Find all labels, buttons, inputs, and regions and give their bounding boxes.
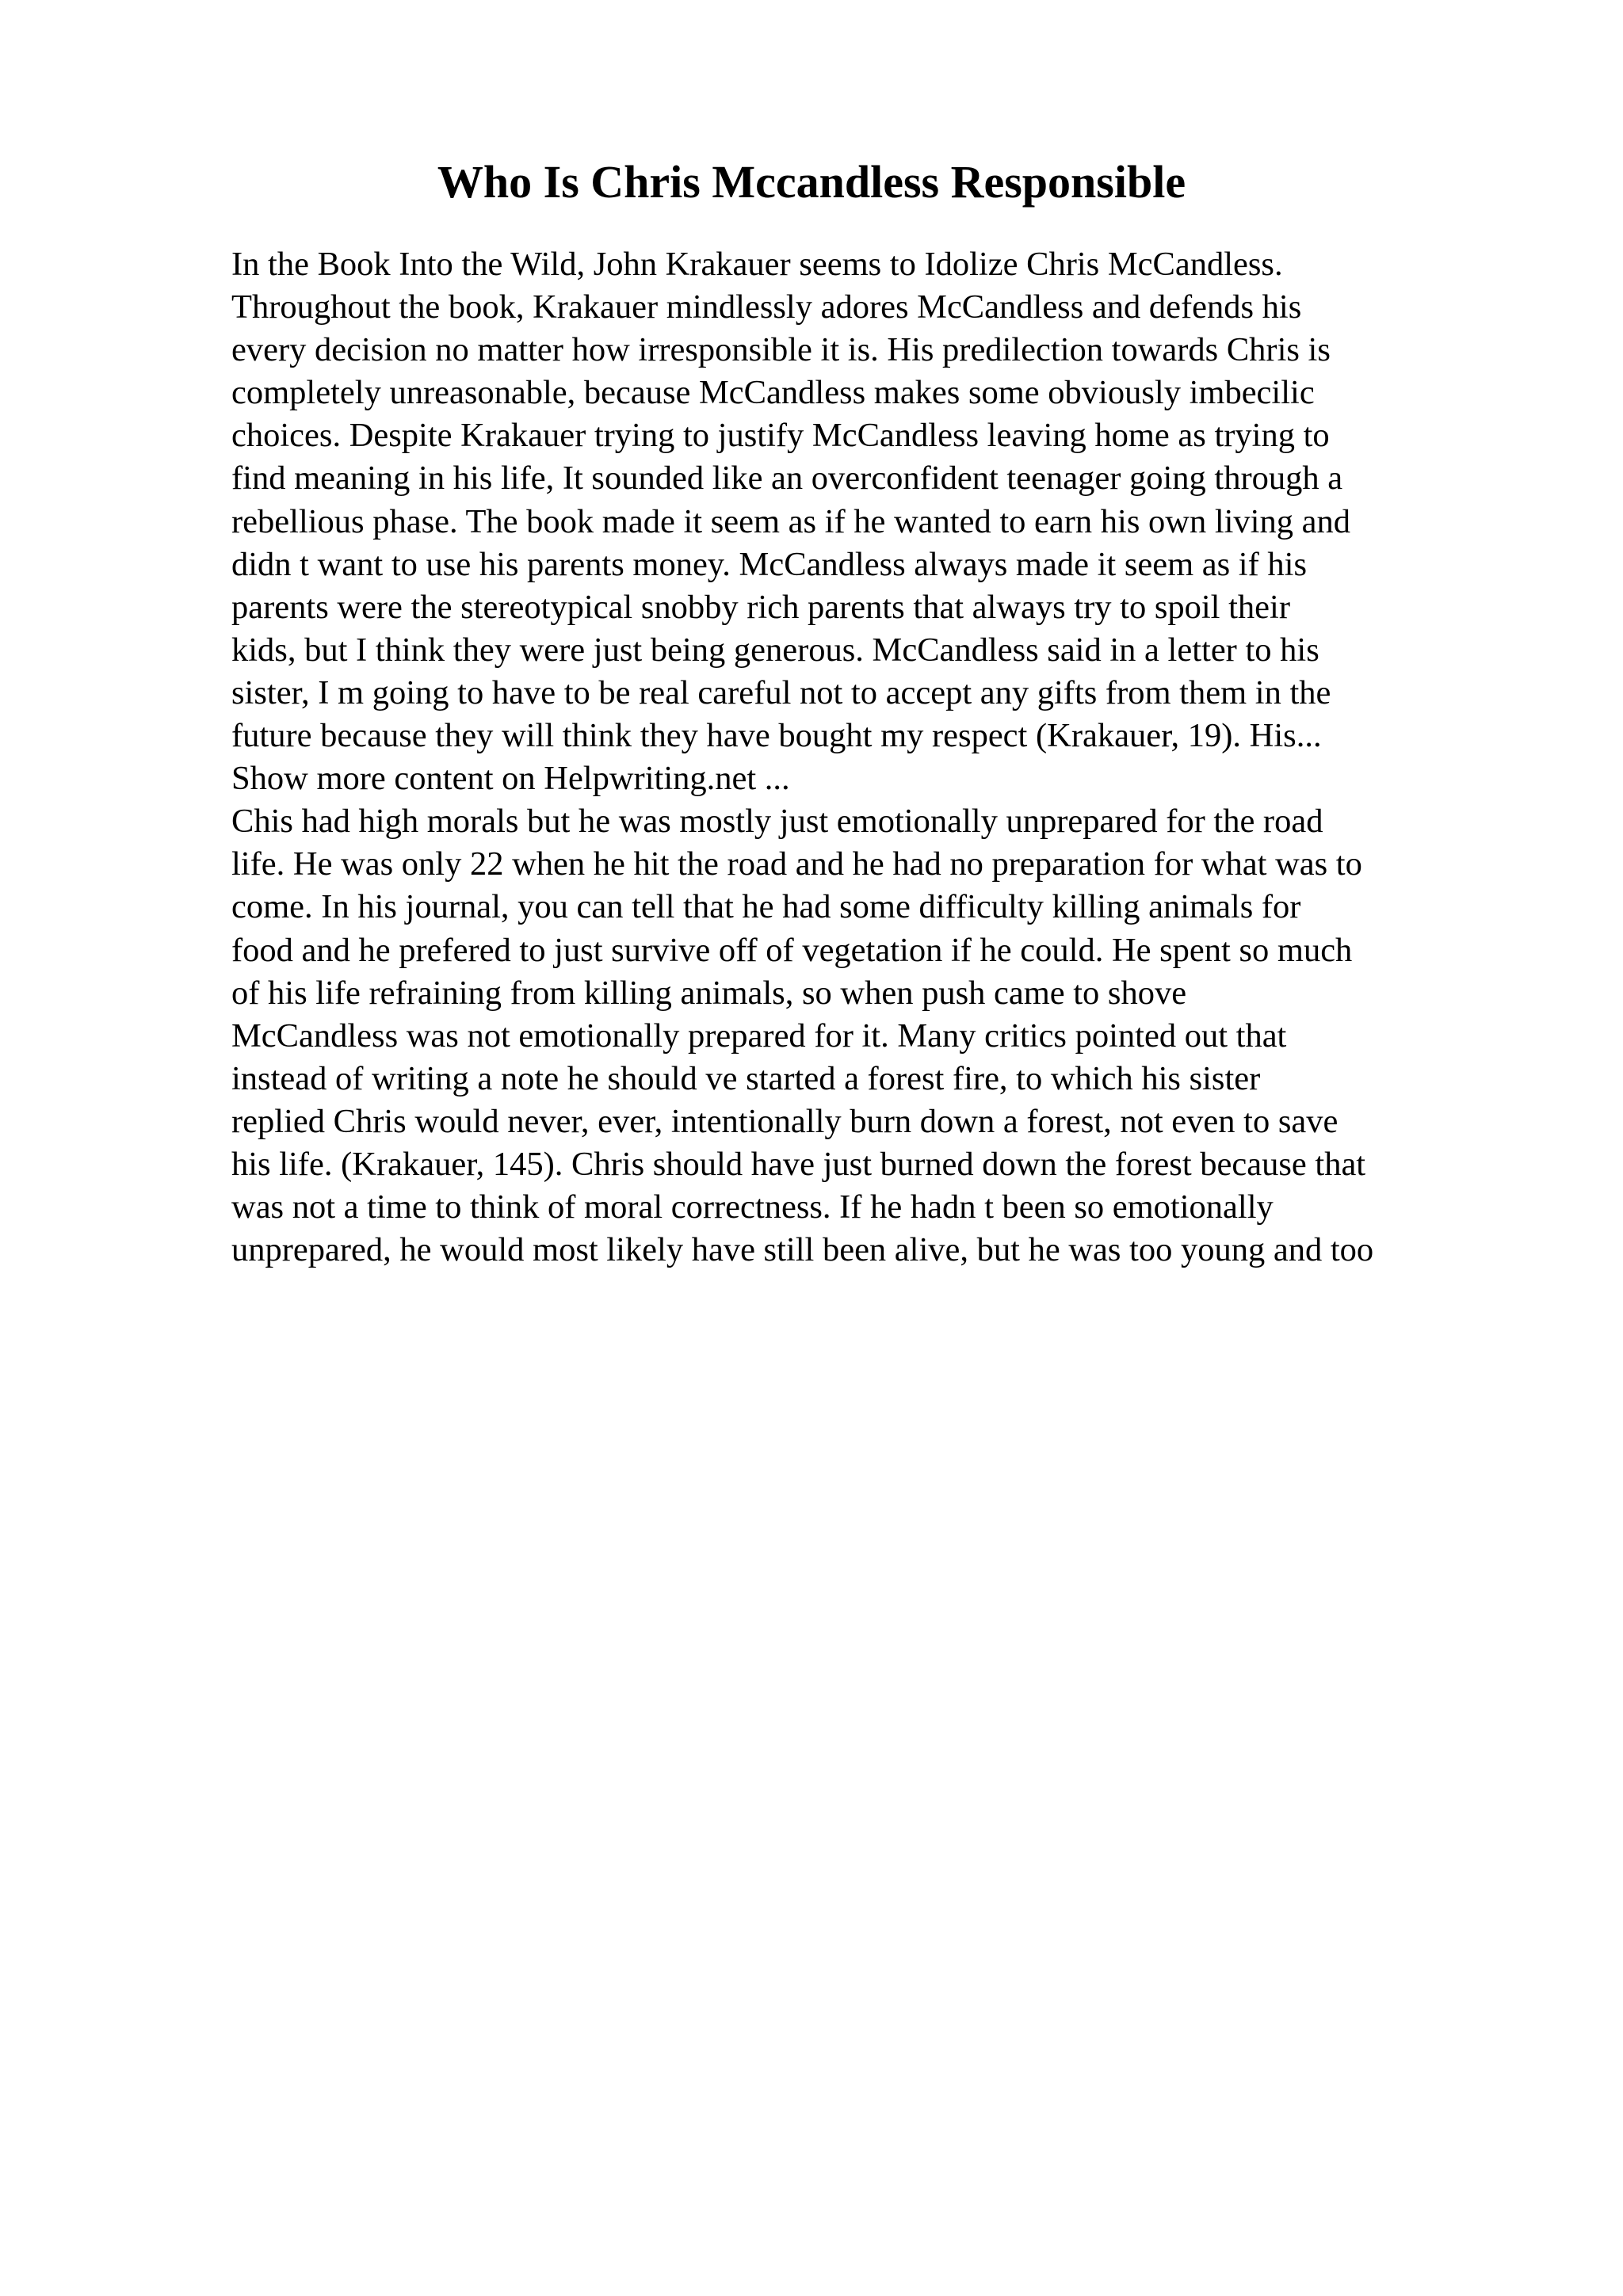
body-line: come. In his journal, you can tell that he had some difficulty killing animals for [231, 888, 1301, 926]
show-more-link[interactable]: Show more content on Helpwriting.net ... [231, 760, 790, 798]
body-line: Throughout the book, Krakauer mindlessly adores McCandless and defends his [231, 288, 1302, 326]
document-body [231, 243, 1499, 1272]
body-line: instead of writing a note he should ve started a forest fire, to which his sister [231, 1059, 1261, 1097]
body-line: unprepared, he would most likely have still been alive, but he was too young and too [231, 1231, 1374, 1269]
body-line: sister, I m going to have to be real careful not to accept any gifts from them in the [231, 673, 1331, 711]
body-line: In the Book Into the Wild, John Krakauer seems to Idolize Chris McCandless. [231, 246, 1283, 283]
body-line: his life. (Krakauer, 145). Chris should have just burned down the forest because that [231, 1145, 1366, 1183]
body-line: was not a time to think of moral correctness. If he hadn t been so emotionally [231, 1188, 1274, 1226]
body-line: rebellious phase. The book made it seem as if he wanted to earn his own living and [231, 502, 1350, 540]
body-line: didn t want to use his parents money. McCandless always made it seem as if his [231, 545, 1307, 583]
body-line: completely unreasonable, because McCandless makes some obviously imbecilic [231, 374, 1315, 412]
body-line: kids, but I think they were just being generous. McCandless said in a letter to his [231, 631, 1319, 669]
document-title: Who Is Chris Mccandless Responsible [437, 156, 1186, 208]
body-line: McCandless was not emotionally prepared for it. Many critics pointed out that [231, 1016, 1287, 1055]
body-line: food and he prefered to just survive off of vegetation if he could. He spent so much [231, 931, 1353, 969]
body-line: choices. Despite Krakauer trying to justify McCandless leaving home as trying to [231, 417, 1330, 455]
body-line: of his life refraining from killing animals, so when push came to shove [231, 974, 1187, 1012]
body-line: Chis had high morals but he was mostly just emotionally unprepared for the road [231, 803, 1323, 841]
body-line: future because they will think they have bought my respect (Krakauer, 19). His... [231, 717, 1322, 755]
body-line: life. He was only 22 when he hit the road and he had no preparation for what was to [231, 845, 1362, 883]
body-line: find meaning in his life, It sounded like an overconfident teenager going through a [231, 460, 1343, 498]
body-line: every decision no matter how irresponsible it is. His predilection towards Chris is [231, 331, 1331, 369]
body-line: replied Chris would never, ever, intentionally burn down a forest, not even to save [231, 1102, 1338, 1140]
body-line: parents were the stereotypical snobby rich parents that always try to spoil their [231, 588, 1290, 626]
